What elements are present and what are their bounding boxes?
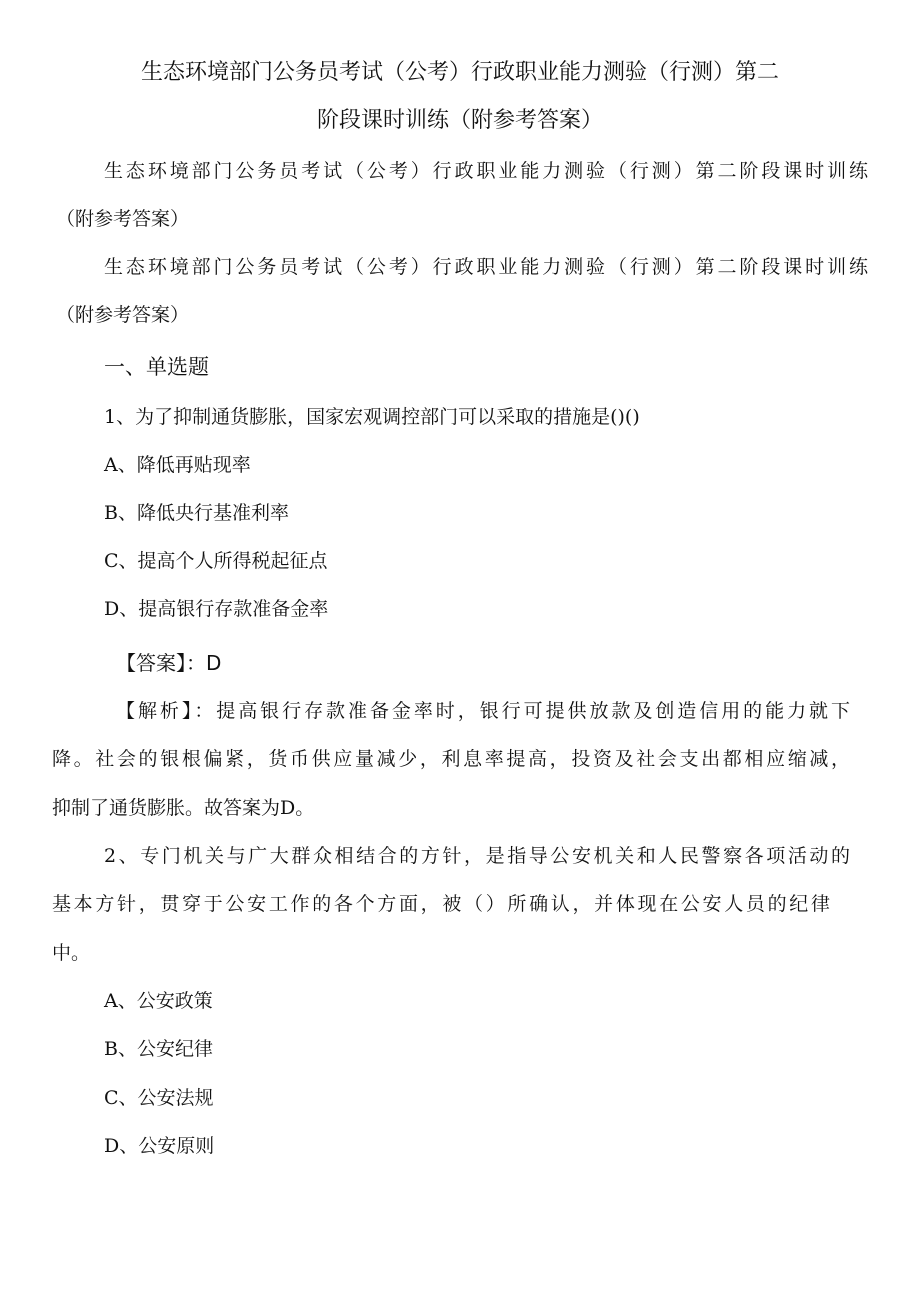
question-2-option-c: C、公安法规 bbox=[104, 1087, 214, 1109]
question-2-stem-line-3: 中。 bbox=[52, 942, 91, 964]
intro-paragraph-2-line-2: （附参考答案） bbox=[56, 304, 190, 326]
document-title-line-1: 生态环境部门公务员考试（公考）行政职业能力测验（行测）第二 bbox=[140, 60, 779, 85]
question-1-explanation-line-3: 抑制了通货膨胀。故答案为D。 bbox=[52, 797, 315, 819]
intro-paragraph-2-line-1: 生态环境部门公务员考试（公考）行政职业能力测验（行测）第二阶段课时训练 bbox=[104, 256, 868, 278]
intro-paragraph-1-line-1: 生态环境部门公务员考试（公考）行政职业能力测验（行测）第二阶段课时训练 bbox=[104, 160, 868, 182]
question-1-answer: 【答案】：D bbox=[116, 651, 222, 675]
section-heading: 一、单选题 bbox=[104, 355, 209, 379]
document-title-line-2: 阶段课时训练（附参考答案） bbox=[316, 108, 603, 133]
question-2-option-d: D、公安原则 bbox=[104, 1135, 215, 1157]
question-1-option-a: A、降低再贴现率 bbox=[104, 454, 251, 476]
question-1-option-d: D、提高银行存款准备金率 bbox=[104, 598, 329, 620]
question-1-stem: 1、为了抑制通货膨胀，国家宏观调控部门可以采取的措施是()() bbox=[104, 406, 640, 428]
question-1-option-b: B、降低央行基准利率 bbox=[104, 502, 289, 524]
question-2-option-b: B、公安纪律 bbox=[104, 1038, 213, 1060]
question-1-explanation-line-2: 降。社会的银根偏紧，货币供应量减少，利息率提高，投资及社会支出都相应缩减， bbox=[52, 748, 850, 770]
question-2-option-a: A、公安政策 bbox=[104, 990, 213, 1012]
intro-paragraph-1-line-2: （附参考答案） bbox=[56, 208, 190, 230]
question-1-option-c: C、提高个人所得税起征点 bbox=[104, 550, 328, 572]
question-1-explanation-line-1: 【解析】：提高银行存款准备金率时，银行可提供放款及创造信用的能力就下 bbox=[116, 700, 850, 722]
question-2-stem-line-2: 基本方针，贯穿于公安工作的各个方面，被（）所确认，并体现在公安人员的纪律 bbox=[52, 893, 830, 915]
question-2-stem-line-1: 2、专门机关与广大群众相结合的方针，是指导公安机关和人民警察各项活动的 bbox=[104, 845, 850, 867]
